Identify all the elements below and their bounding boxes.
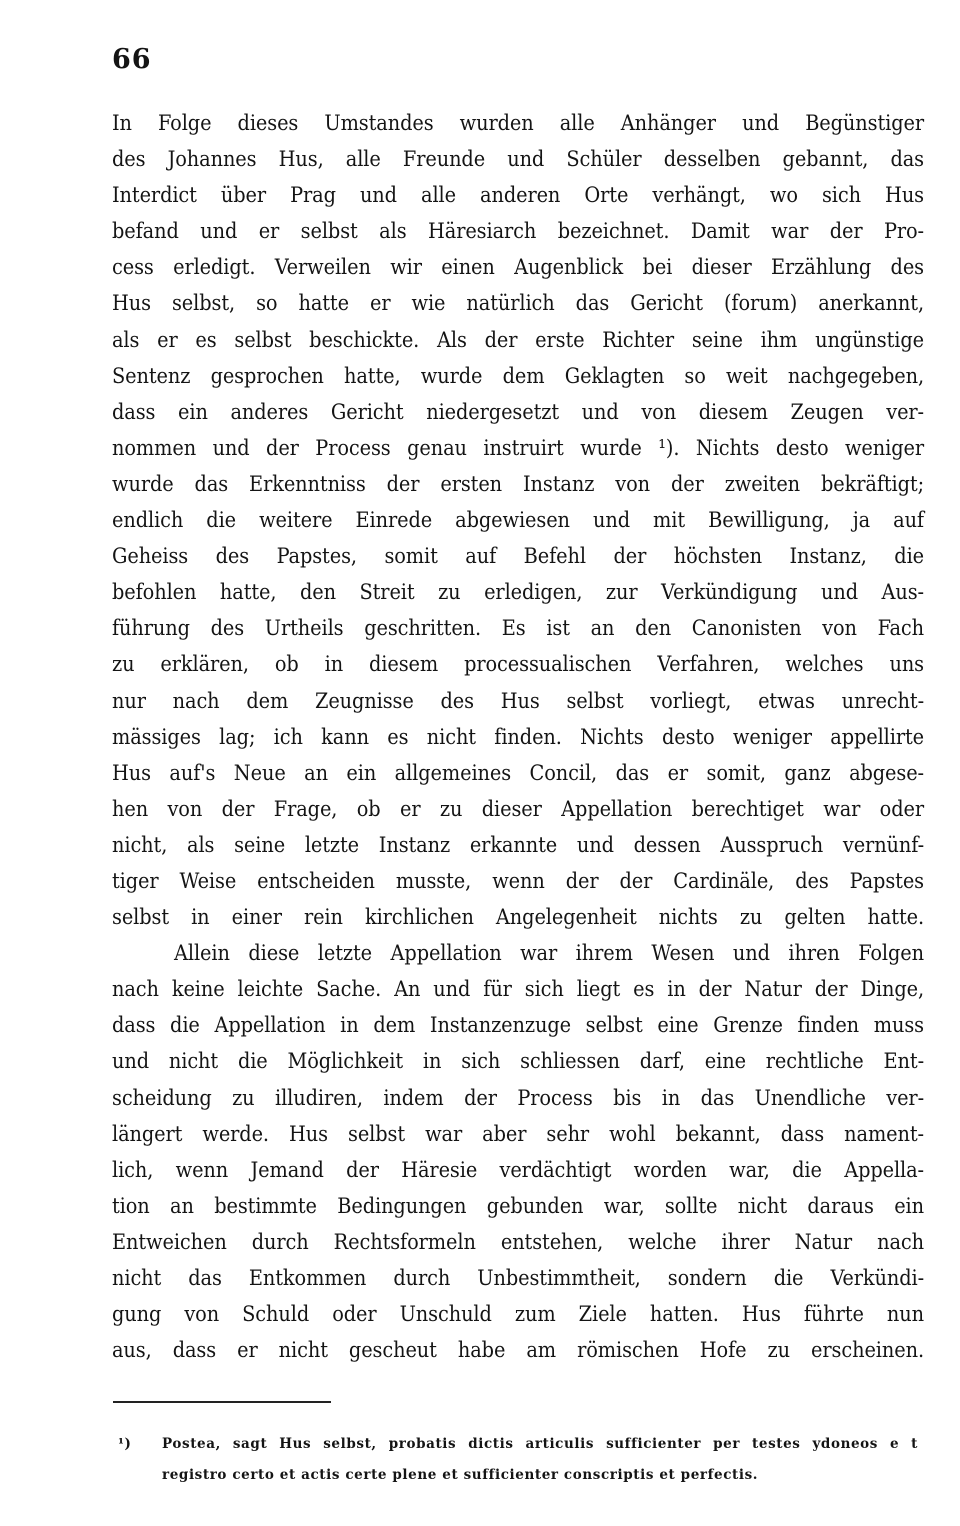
text-line: Geheiss des Papstes, somit auf Befehl der höchsten Instanz, die bbox=[112, 544, 924, 570]
footnote-marker: ¹) bbox=[118, 1436, 132, 1452]
text-line: nicht das Entkommen durch Unbestimmtheit, sondern die Verkündi- bbox=[112, 1266, 924, 1291]
footnote-line: registro certo et actis certe plene et sufficienter conscriptis et perfectis. bbox=[162, 1467, 759, 1483]
text-line: befohlen hatte, den Streit zu erledigen, zur Verkündigung und Aus- bbox=[112, 580, 924, 606]
text-line: befand und er selbst als Häresiarch bezeichnet. Damit war der Pro- bbox=[112, 219, 924, 245]
text-line: nommen und der Process genau instruirt wurde ¹). Nichts desto weniger bbox=[112, 435, 924, 461]
text-line: als er es selbst beschickte. Als der erste Richter seine ihm ungünstige bbox=[112, 327, 924, 353]
text-line: nach keine leichte Sache. An und für sich liegt es in der Natur der Dinge, bbox=[112, 977, 924, 1003]
text-line: dass die Appellation in dem Instanzenzuge selbst eine Grenze finden muss bbox=[112, 1013, 924, 1039]
text-line: endlich die weitere Einrede abgewiesen und mit Bewilligung, ja auf bbox=[112, 508, 924, 534]
text-line: Hus auf's Neue an ein allgemeines Concil, das er somit, ganz abgese- bbox=[112, 760, 924, 786]
page-number: 66 bbox=[112, 44, 152, 75]
text-line: des Johannes Hus, alle Freunde und Schüler desselben gebannt, das bbox=[112, 147, 924, 173]
text-line: scheidung zu illudiren, indem der Process bis in das Unendliche ver- bbox=[112, 1085, 924, 1111]
text-line: tiger Weise entscheiden musste, wenn der der Cardinäle, des Papstes bbox=[112, 868, 924, 894]
text-line: und nicht die Möglichkeit in sich schliessen darf, eine rechtliche Ent- bbox=[112, 1049, 924, 1075]
footnotes bbox=[118, 1429, 918, 1491]
footnote-rule bbox=[113, 1401, 331, 1403]
text-line: dass ein anderes Gericht niedergesetzt und von diesem Zeugen ver- bbox=[112, 399, 924, 425]
text-line: selbst in einer rein kirchlichen Angelegenheit nichts zu gelten hatte. bbox=[112, 905, 924, 931]
text-line: nicht, als seine letzte Instanz erkannte und dessen Ausspruch vernünf- bbox=[112, 832, 924, 858]
footnote-line bbox=[118, 1429, 918, 1460]
footnote-text: Postea, sagt Hus selbst, probatis dictis articulis sufficienter per testes ydoneos e t bbox=[162, 1436, 918, 1452]
text-line: hen von der Frage, ob er zu dieser Appellation berechtiget war oder bbox=[112, 796, 924, 822]
text-line: zu erklären, ob in diesem processualischen Verfahren, welches uns bbox=[112, 652, 924, 678]
text-line: tion an bestimmte Bedingungen gebunden war, sollte nicht daraus ein bbox=[112, 1193, 924, 1219]
text-line-paragraph-start: Allein diese letzte Appellation war ihrem Wesen und ihren Folgen bbox=[174, 941, 924, 967]
text-line: Sentenz gesprochen hatte, wurde dem Geklagten so weit nachgegeben, bbox=[112, 363, 924, 389]
text-line: wurde das Erkenntniss der ersten Instanz von der zweiten bekräftigt; bbox=[112, 471, 924, 497]
body-text bbox=[112, 106, 924, 1369]
text-line: Interdict über Prag und alle anderen Orte verhängt, wo sich Hus bbox=[112, 183, 924, 209]
text-line: Entweichen durch Rechtsformeln entstehen, welche ihrer Natur nach bbox=[112, 1229, 924, 1255]
text-line: cess erledigt. Verweilen wir einen Augenblick bei dieser Erzählung des bbox=[112, 255, 924, 281]
text-line: führung des Urtheils geschritten. Es ist an den Canonisten von Fach bbox=[112, 616, 924, 642]
text-line: In Folge dieses Umstandes wurden alle Anhänger und Begünstiger bbox=[112, 111, 924, 136]
text-line: lich, wenn Jemand der Häresie verdächtigt worden war, die Appella- bbox=[112, 1157, 924, 1183]
text-line: längert werde. Hus selbst war aber sehr wohl bekannt, dass nament- bbox=[112, 1121, 924, 1147]
text-line: aus, dass er nicht gescheut habe am römischen Hofe zu erscheinen. bbox=[112, 1338, 924, 1364]
text-line: Hus selbst, so hatte er wie natürlich das Gericht (forum) anerkannt, bbox=[112, 291, 924, 317]
text-line: gung von Schuld oder Unschuld zum Ziele hatten. Hus führte nun bbox=[112, 1302, 924, 1328]
text-line: mässiges lag; ich kann es nicht finden. Nichts desto weniger appellirte bbox=[112, 724, 924, 750]
text-line: nur nach dem Zeugnisse des Hus selbst vorliegt, etwas unrecht- bbox=[112, 688, 924, 714]
